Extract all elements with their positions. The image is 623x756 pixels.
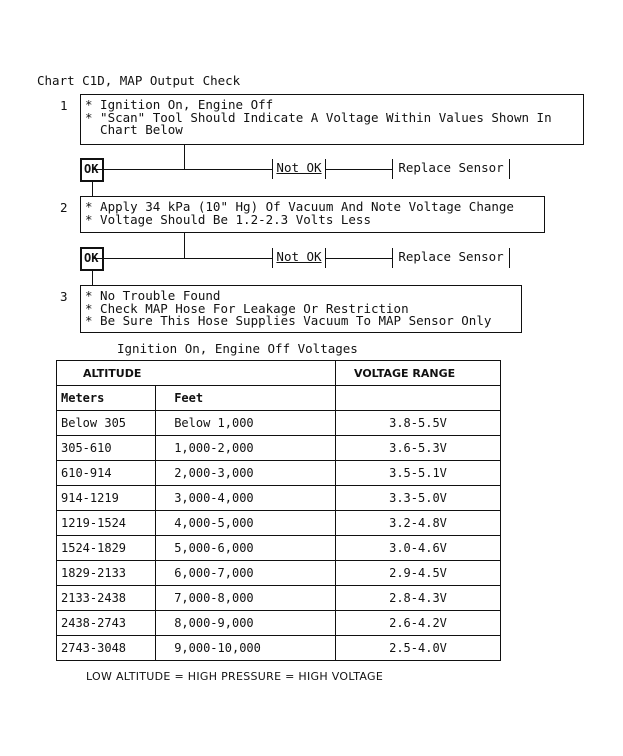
table-row [57, 536, 501, 561]
altitude-voltage-table [56, 360, 501, 661]
header-meters: Meters [57, 386, 156, 411]
cell-voltage: 3.5-5.1V [336, 461, 501, 486]
ok-box-1: OK [80, 158, 104, 182]
step-2-line-2: * Voltage Should Be 1.2-2.3 Volts Less [85, 211, 371, 227]
step-3-box [80, 285, 522, 333]
table-row [57, 636, 501, 661]
cell-feet: 3,000-4,000 [156, 486, 336, 511]
table-caption: Ignition On, Engine Off Voltages [117, 341, 358, 356]
cell-meters: 1829-2133 [57, 561, 156, 586]
cell-feet: 4,000-5,000 [156, 511, 336, 536]
cell-feet: 6,000-7,000 [156, 561, 336, 586]
cell-voltage: 3.0-4.6V [336, 536, 501, 561]
cell-feet: 8,000-9,000 [156, 611, 336, 636]
table-row [57, 436, 501, 461]
connector-line [326, 258, 392, 259]
step-3-line-3: * Be Sure This Hose Supplies Vacuum To MAP Sensor Only [85, 313, 492, 328]
cell-meters: 2133-2438 [57, 586, 156, 611]
table-body [57, 411, 501, 661]
step-1-line-3: Chart Below [85, 122, 183, 137]
cell-feet: 2,000-3,000 [156, 461, 336, 486]
cell-voltage: 2.6-4.2V [336, 611, 501, 636]
cell-feet: 1,000-2,000 [156, 436, 336, 461]
step-3-line-1: * No Trouble Found [85, 288, 221, 303]
table-row [57, 411, 501, 436]
cell-voltage: 2.8-4.3V [336, 586, 501, 611]
cell-feet: Below 1,000 [156, 411, 336, 436]
step-2-line-1: * Apply 34 kPa (10" Hg) Of Vacuum And Note Voltage Change [85, 199, 514, 214]
connector-line [326, 169, 392, 170]
table-row [57, 586, 501, 611]
not-ok-label-2: Not OK [276, 249, 322, 264]
header-voltage-range: VOLTAGE RANGE [336, 361, 501, 386]
not-ok-box-1 [272, 159, 326, 179]
header-feet: Feet [156, 386, 336, 411]
connector-line [184, 233, 185, 258]
not-ok-box-2 [272, 248, 326, 268]
cell-meters: 610-914 [57, 461, 156, 486]
cell-voltage: 3.2-4.8V [336, 511, 501, 536]
cell-voltage: 3.6-5.3V [336, 436, 501, 461]
cell-voltage: 2.5-4.0V [336, 636, 501, 661]
cell-meters: 914-1219 [57, 486, 156, 511]
replace-sensor-box-2: Replace Sensor [392, 248, 510, 268]
cell-feet: 7,000-8,000 [156, 586, 336, 611]
cell-meters: 2438-2743 [57, 611, 156, 636]
step-3-line-2: * Check MAP Hose For Leakage Or Restriction [85, 300, 409, 316]
cell-voltage: 3.8-5.5V [336, 411, 501, 436]
table-header-row [57, 361, 501, 386]
ok-box-2: OK [80, 247, 104, 271]
step-1-line-1: * Ignition On, Engine Off [85, 97, 274, 112]
not-ok-label-1: Not OK [276, 160, 322, 175]
connector-line [92, 271, 93, 285]
table-row [57, 486, 501, 511]
step-1-box [80, 94, 584, 145]
connector-line [184, 145, 185, 169]
cell-meters: 2743-3048 [57, 636, 156, 661]
step-1-number: 1 [60, 98, 68, 113]
table-row [57, 611, 501, 636]
header-altitude: ALTITUDE [57, 361, 336, 386]
replace-sensor-box-1: Replace Sensor [392, 159, 510, 179]
cell-voltage: 3.3-5.0V [336, 486, 501, 511]
table-subheader-row [57, 386, 501, 411]
step-2-box [80, 196, 545, 233]
step-2-number: 2 [60, 200, 68, 215]
header-empty [336, 386, 501, 411]
cell-meters: 305-610 [57, 436, 156, 461]
step-3-number: 3 [60, 289, 68, 304]
cell-voltage: 2.9-4.5V [336, 561, 501, 586]
step-1-line-2: * "Scan" Tool Should Indicate A Voltage Within Values Shown In [85, 109, 552, 125]
cell-feet: 5,000-6,000 [156, 536, 336, 561]
table-row [57, 461, 501, 486]
cell-meters: 1219-1524 [57, 511, 156, 536]
connector-line [92, 169, 272, 170]
table-row [57, 511, 501, 536]
cell-feet: 9,000-10,000 [156, 636, 336, 661]
cell-meters: Below 305 [57, 411, 156, 436]
table-row [57, 561, 501, 586]
connector-line [92, 258, 272, 259]
connector-line [92, 182, 93, 196]
footer-note: LOW ALTITUDE = HIGH PRESSURE = HIGH VOLTAGE [86, 670, 384, 683]
chart-title: Chart C1D, MAP Output Check [37, 73, 241, 88]
cell-meters: 1524-1829 [57, 536, 156, 561]
